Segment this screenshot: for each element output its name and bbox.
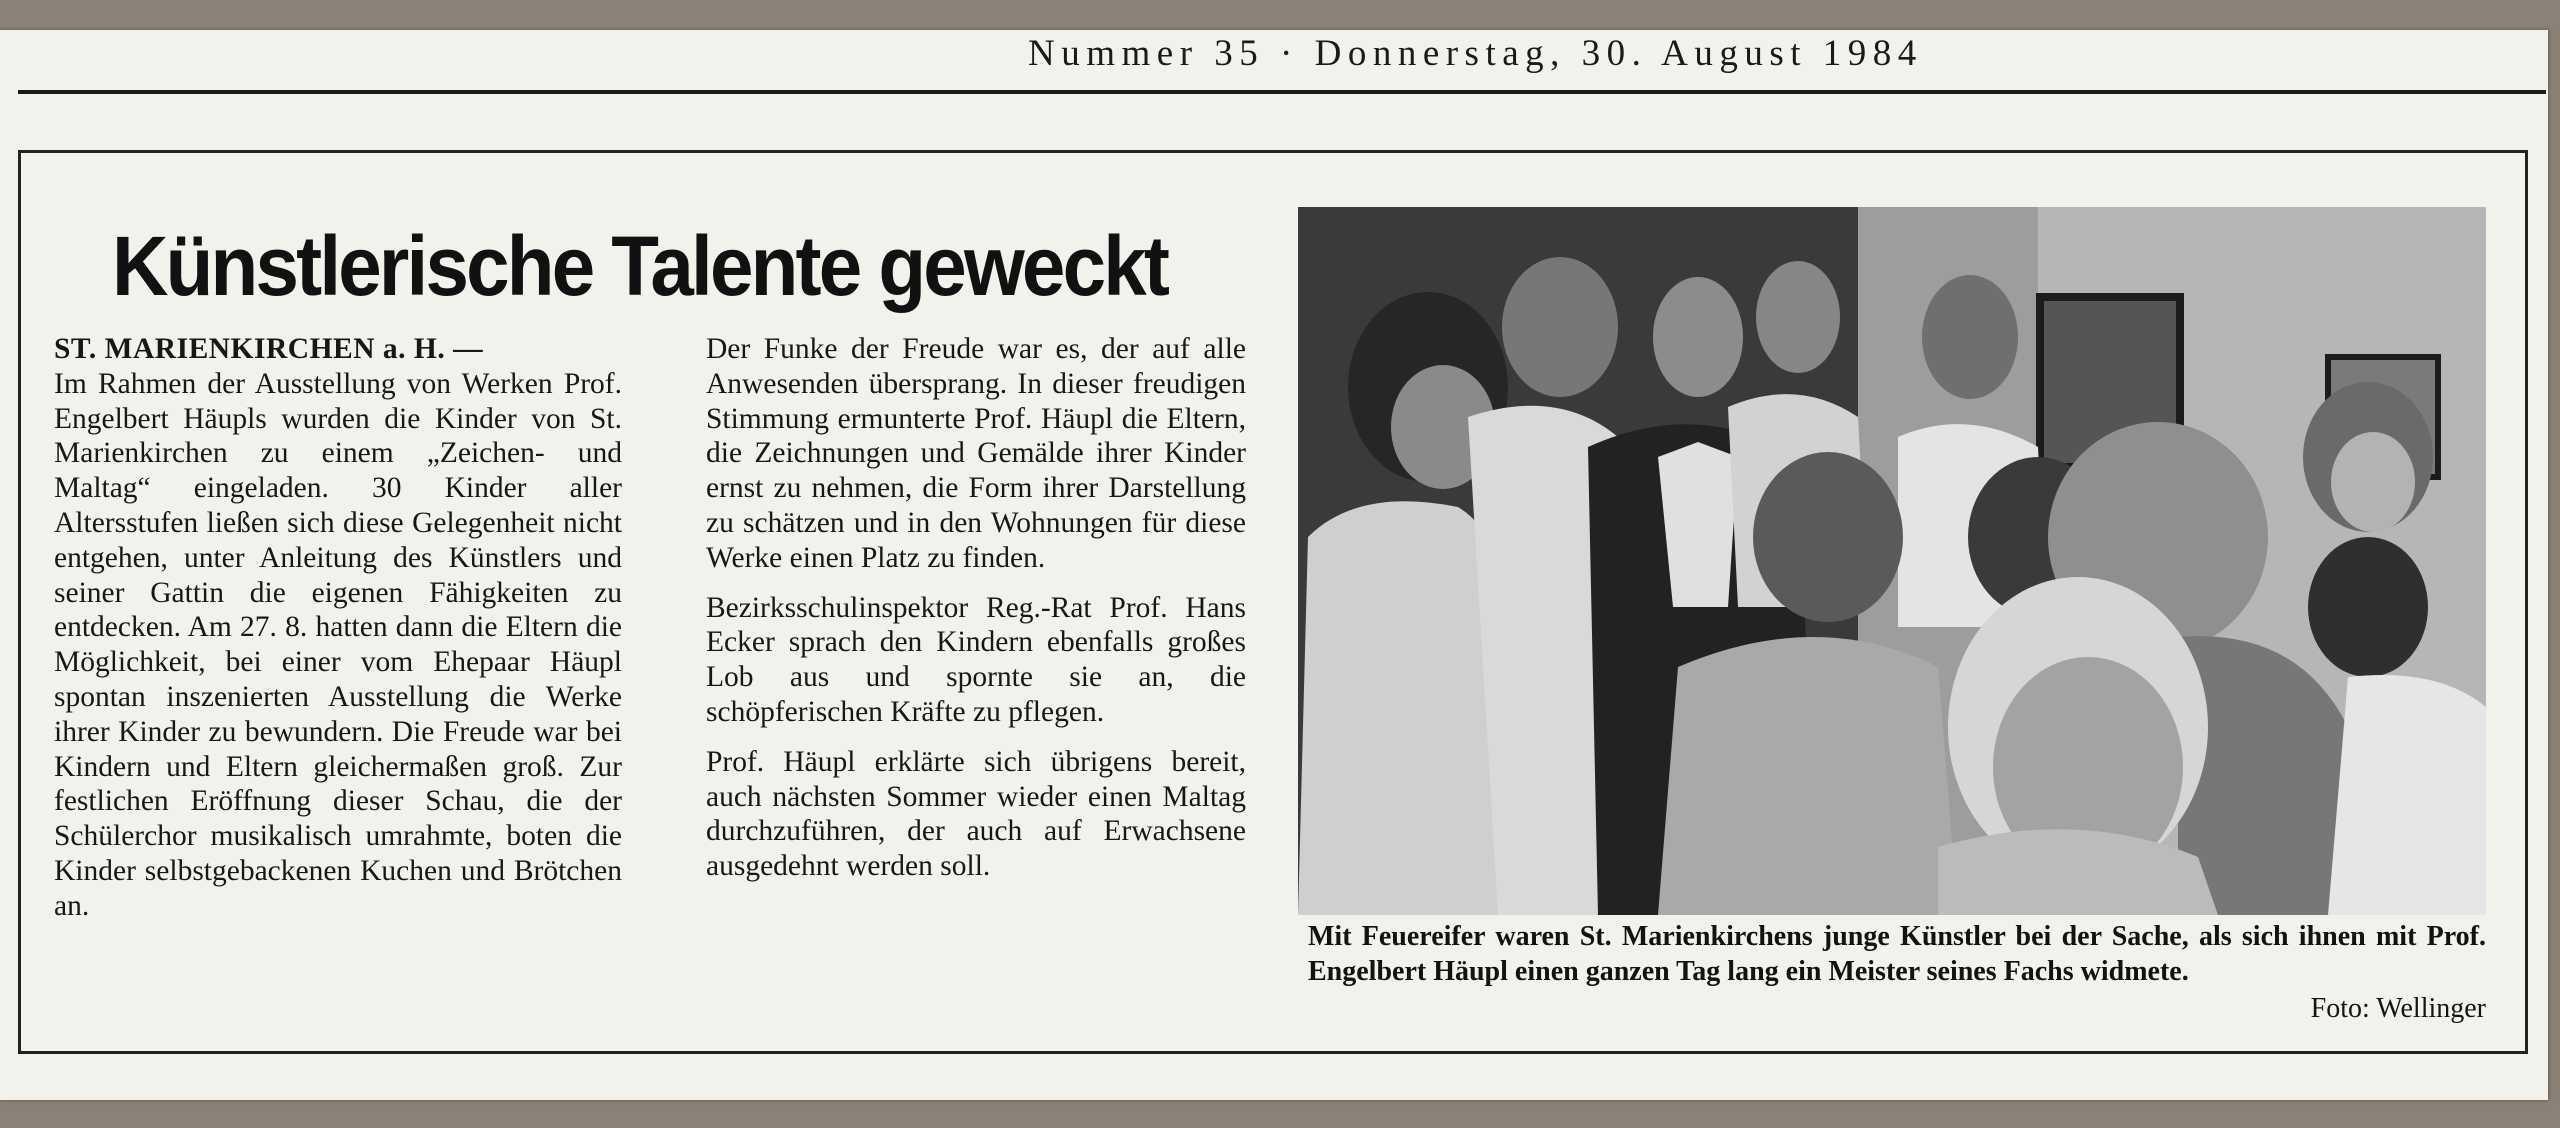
article-column-middle (706, 332, 1246, 884)
news-photo (1298, 207, 2486, 915)
article-dateline: ST. MARIENKIRCHEN a. H. — (54, 333, 484, 365)
article-col2-paragraph-2: Bezirksschulinspektor Reg.-Rat Prof. Hans Ecker sprach den Kindern ebenfalls großes Lob aus und spornte sie an, die schöpferischen Kräfte zu pflegen. (706, 591, 1246, 728)
issue-date-line: Nummer 35 · Donnerstag, 30. August 1984 (1028, 33, 1923, 74)
news-photo-illustration (1298, 207, 2486, 915)
header-rule (18, 90, 2546, 94)
article-col2-paragraph-3: Prof. Häupl erklärte sich übrigens bereit, auch nächsten Sommer wieder einen Maltag durchzuführen, der auch auf Erwachsene ausgedehnt werden soll. (706, 745, 1246, 883)
photo-credit: Foto: Wellinger (2310, 993, 2486, 1024)
article-headline: Künstlerische Talente geweckt (112, 219, 1168, 313)
article-col2-paragraph-1: Der Funke der Freude war es, der auf alle Anwesenden übersprang. In dieser freudigen Stimmung ermunterte Prof. Häupl die Eltern, die Zeichnungen und Gemälde ihrer Kinder ernst zu nehmen, die Form ihrer Darstellung zu schätzen und in den Wohnungen für diese Werke einen Platz zu finden. (706, 333, 1246, 574)
article-col1-body: Im Rahmen der Ausstellung von Werken Prof. Engelbert Häupls wurden die Kinder von St. Marienkirchen zu einem „Zeichen- und Maltag“ eingeladen. 30 Kinder aller Altersstufen ließen sich diese Gelegenheit nicht entgehen, unter Anleitung des Künstlers und seiner Gattin die eigenen Fähigkeiten zu entdecken. Am 27. 8. hatten dann die Eltern die Möglichkeit, bei einer vom Ehepaar Häupl spontan inszenierten Ausstellung die Werke ihrer Kinder zu bewundern. Die Freude war bei Kindern und Eltern gleichermaßen groß. Zur festlichen Eröffnung dieser Schau, die der Schülerchor musikalisch umrahmte, boten die Kinder selbstgebackenen Kuchen und Brötchen an. (54, 367, 622, 922)
article-column-left (54, 332, 622, 924)
photo-caption: Mit Feuereifer waren St. Marienkirchens junge Künstler bei der Sache, als sich ihnen mit Prof. Engelbert Häupl einen ganzen Tag lang ein Meister seines Fachs widmete. (1308, 921, 2486, 987)
